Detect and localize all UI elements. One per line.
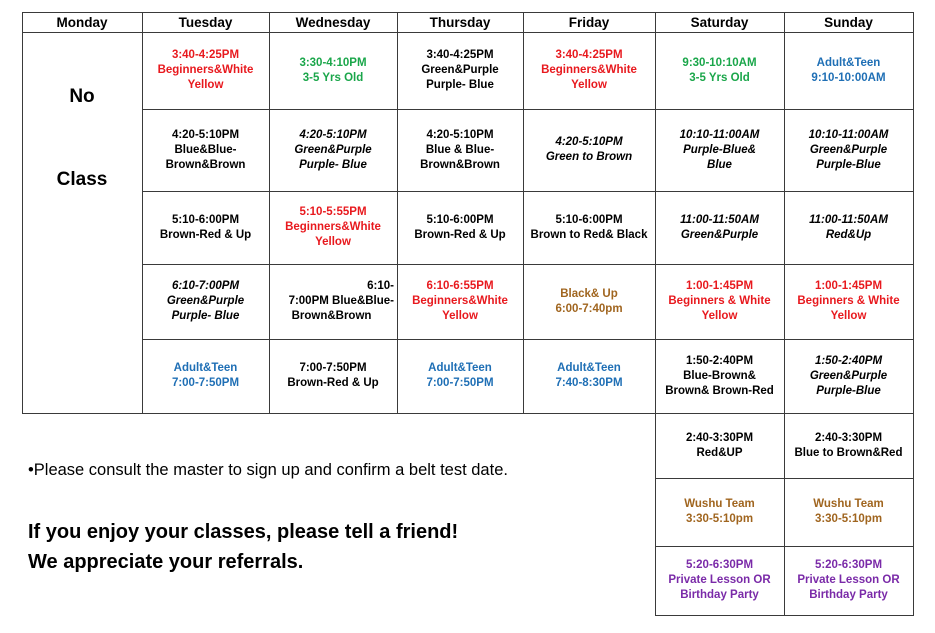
class-slot-saturday-7: [655, 478, 784, 546]
class-slot-line: Blue: [707, 158, 732, 171]
class-slot-line: Adult&Teen: [428, 362, 492, 374]
class-slot-friday-1: [523, 32, 655, 109]
class-slot-thursday-2: [397, 109, 523, 191]
class-slot-saturday-8: [655, 546, 784, 615]
class-slot-line: 7:00-7:50PM: [299, 362, 367, 374]
class-slot-tuesday-1: [142, 32, 269, 109]
no-class-label-bottom: Class: [56, 169, 108, 190]
class-slot-line: Beginners&White: [157, 64, 254, 76]
class-slot-sunday-1: [784, 32, 913, 109]
class-slot-line: 6:10-: [367, 280, 394, 292]
class-slot-line: Yellow: [571, 79, 607, 91]
class-slot-line: Brown-Red & Up: [414, 228, 506, 241]
class-slot-thursday-4: [397, 264, 523, 339]
class-slot-line: 7:00-7:50PM: [171, 377, 240, 389]
class-slot-line: 5:10-6:00PM: [426, 213, 494, 226]
class-slot-line: Adult&Teen: [816, 56, 881, 69]
class-slot-tuesday-4: [142, 264, 269, 339]
class-slot-line: Purple- Blue: [426, 79, 494, 91]
class-slot-line: Beginners&White: [412, 295, 508, 307]
class-slot-line: Private Lesson OR: [668, 574, 771, 586]
class-slot-line: 5:10-6:00PM: [555, 213, 623, 226]
class-slot-line: Yellow: [830, 310, 867, 322]
day-header-wednesday: Wednesday: [295, 14, 371, 30]
class-slot-line: Blue to Brown&Red: [794, 446, 903, 459]
day-header-monday: Monday: [56, 14, 108, 30]
class-slot-line: Brown&Brown: [165, 158, 246, 171]
class-slot-line: 5:10-6:00PM: [171, 213, 240, 226]
grid-line: [22, 191, 913, 192]
class-slot-line: 11:00-11:50AM: [809, 213, 888, 226]
class-slot-line: Birthday Party: [680, 589, 759, 601]
class-slot-line: Brown&Brown: [420, 158, 500, 171]
class-slot-line: 3:40-4:25PM: [171, 49, 240, 61]
class-slot-line: Purple- Blue: [299, 158, 367, 171]
referral-line-1: If you enjoy your classes, please tell a friend!: [28, 521, 459, 543]
class-slot-saturday-6: [655, 413, 784, 478]
class-slot-line: 5:10-5:55PM: [299, 206, 367, 218]
class-slot-saturday-1: [655, 32, 784, 109]
class-slot-line: Purple- Blue: [171, 310, 240, 322]
day-header-sunday: Sunday: [824, 14, 873, 30]
class-slot-line: Yellow: [442, 310, 478, 322]
class-slot-tuesday-5: [142, 339, 269, 413]
day-header-tuesday: Tuesday: [178, 14, 233, 30]
day-header-thursday: Thursday: [429, 14, 491, 30]
class-slot-line: 9:30-10:10AM: [682, 56, 757, 69]
class-slot-line: Beginners & White: [797, 295, 900, 307]
class-slot-line: 1:50-2:40PM: [814, 354, 883, 367]
class-slot-saturday-5: [655, 339, 784, 413]
class-slot-wednesday-4: [269, 264, 397, 339]
class-slot-line: 7:00-7:50PM: [426, 377, 494, 389]
class-slot-line: Brown-Red & Up: [159, 228, 252, 241]
class-slot-line: Yellow: [187, 79, 224, 91]
class-slot-line: 3-5 Yrs Old: [302, 71, 364, 84]
class-slot-line: Brown&Brown: [291, 310, 372, 322]
grid-line: [269, 12, 270, 414]
no-class-label-top: No: [69, 86, 95, 107]
class-slot-line: 1:50-2:40PM: [685, 354, 754, 367]
class-slot-line: Private Lesson OR: [797, 574, 900, 586]
class-slot-sunday-4: [784, 264, 913, 339]
class-slot-line: 4:20-5:10PM: [426, 128, 494, 141]
grid-line: [784, 12, 785, 616]
grid-line: [142, 12, 143, 414]
class-slot-line: Green&Purple: [166, 295, 245, 307]
class-slot-line: Beginners&White: [541, 64, 637, 76]
class-slot-line: 4:20-5:10PM: [171, 128, 240, 141]
class-slot-line: Purple-Blue: [816, 384, 881, 397]
class-slot-line: 3:40-4:25PM: [555, 49, 623, 61]
class-slot-line: Green to Brown: [545, 151, 633, 163]
class-slot-saturday-4: [655, 264, 784, 339]
referral-message: [28, 517, 548, 577]
class-slot-sunday-2: [784, 109, 913, 191]
class-slot-line: Brown& Brown-Red: [665, 384, 774, 397]
class-slot-line: Wushu Team: [684, 498, 755, 510]
grid-line: [913, 12, 914, 616]
class-slot-line: Red&UP: [696, 446, 743, 459]
class-slot-tuesday-3: [142, 191, 269, 264]
class-slot-line: Red&Up: [825, 228, 872, 241]
class-slot-line: 4:20-5:10PM: [299, 128, 367, 141]
class-slot-line: 9:10-10:00AM: [811, 71, 886, 84]
grid-line: [655, 12, 656, 616]
grid-line: [22, 109, 913, 110]
class-slot-sunday-6: [784, 413, 913, 478]
class-slot-wednesday-5: [269, 339, 397, 413]
class-slot-thursday-5: [397, 339, 523, 413]
referral-line-2: We appreciate your referrals.: [28, 551, 304, 573]
class-slot-line: 6:10-7:00PM: [171, 280, 240, 292]
class-slot-saturday-3: [655, 191, 784, 264]
class-slot-line: Wushu Team: [813, 498, 884, 510]
class-slot-friday-3: [523, 191, 655, 264]
class-slot-line: Black& Up: [560, 287, 618, 300]
class-slot-friday-2: [523, 109, 655, 191]
class-slot-line: Green&Purple: [809, 143, 888, 156]
class-slot-sunday-8: [784, 546, 913, 615]
class-slot-line: 1:00-1:45PM: [814, 280, 883, 292]
class-slot-line: 3:30-5:10pm: [685, 513, 754, 525]
grid-line: [523, 12, 524, 414]
class-slot-line: 3:30-5:10pm: [814, 513, 883, 525]
grid-line: [22, 413, 913, 414]
belt-test-note: •Please consult the master to sign up and confirm a belt test date.: [28, 461, 508, 479]
class-slot-sunday-5: [784, 339, 913, 413]
class-slot-line: 1:00-1:45PM: [685, 280, 754, 292]
class-slot-line: Green&Purple: [294, 143, 372, 156]
day-header-friday: Friday: [568, 14, 610, 30]
class-slot-line: Green&Purple: [421, 64, 499, 76]
class-slot-line: Beginners&White: [285, 221, 381, 233]
class-slot-wednesday-2: [269, 109, 397, 191]
class-slot-line: 7:00PM Blue&Blue-: [288, 295, 394, 307]
class-slot-line: 5:20-6:30PM: [685, 559, 754, 571]
class-slot-friday-5: [523, 339, 655, 413]
class-slot-line: 10:10-11:00AM: [679, 128, 760, 141]
grid-line: [397, 12, 398, 414]
class-slot-line: 3-5 Yrs Old: [689, 71, 750, 84]
class-slot-wednesday-1: [269, 32, 397, 109]
class-slot-line: Blue&Blue-: [174, 143, 237, 156]
class-slot-line: 7:40-8:30PM: [555, 377, 623, 389]
class-slot-line: Green&Purple: [809, 369, 888, 382]
grid-line: [22, 12, 23, 414]
class-slot-line: 2:40-3:30PM: [814, 431, 883, 444]
class-slot-line: 6:00-7:40pm: [555, 302, 623, 315]
class-slot-line: 10:10-11:00AM: [808, 128, 889, 141]
class-slot-line: 2:40-3:30PM: [685, 431, 754, 444]
class-slot-thursday-1: [397, 32, 523, 109]
class-slot-line: 3:40-4:25PM: [426, 49, 494, 61]
class-slot-line: Adult&Teen: [173, 362, 238, 374]
class-slot-wednesday-3: [269, 191, 397, 264]
grid-line: [22, 264, 913, 265]
class-slot-line: Brown to Red& Black: [530, 228, 648, 241]
class-slot-saturday-2: [655, 109, 784, 191]
class-slot-line: Blue & Blue-: [425, 143, 495, 156]
class-slot-line: Beginners & White: [668, 295, 771, 307]
day-header-saturday: Saturday: [690, 14, 749, 30]
class-slot-line: 5:20-6:30PM: [814, 559, 883, 571]
class-slot-friday-4: [523, 264, 655, 339]
class-slot-line: Green&Purple: [680, 228, 759, 241]
class-slot-line: 11:00-11:50AM: [680, 213, 759, 226]
class-slot-line: Purple-Blue: [816, 158, 881, 171]
class-slot-line: Adult&Teen: [557, 362, 621, 374]
class-slot-line: 6:10-6:55PM: [426, 280, 494, 292]
grid-line: [22, 339, 913, 340]
class-slot-tuesday-2: [142, 109, 269, 191]
class-slot-line: 3:30-4:10PM: [299, 56, 367, 69]
class-slot-line: Purple-Blue&: [683, 143, 756, 156]
class-slot-line: 4:20-5:10PM: [555, 136, 623, 148]
class-slot-line: Brown-Red & Up: [287, 377, 379, 389]
class-slot-sunday-3: [784, 191, 913, 264]
class-slot-line: Yellow: [315, 236, 351, 248]
class-slot-line: Yellow: [701, 310, 738, 322]
class-slot-thursday-3: [397, 191, 523, 264]
class-slot-line: Blue-Brown&: [683, 369, 756, 382]
grid-line: [22, 12, 913, 13]
class-slot-sunday-7: [784, 478, 913, 546]
class-slot-line: Birthday Party: [809, 589, 888, 601]
grid-line: [22, 32, 913, 33]
